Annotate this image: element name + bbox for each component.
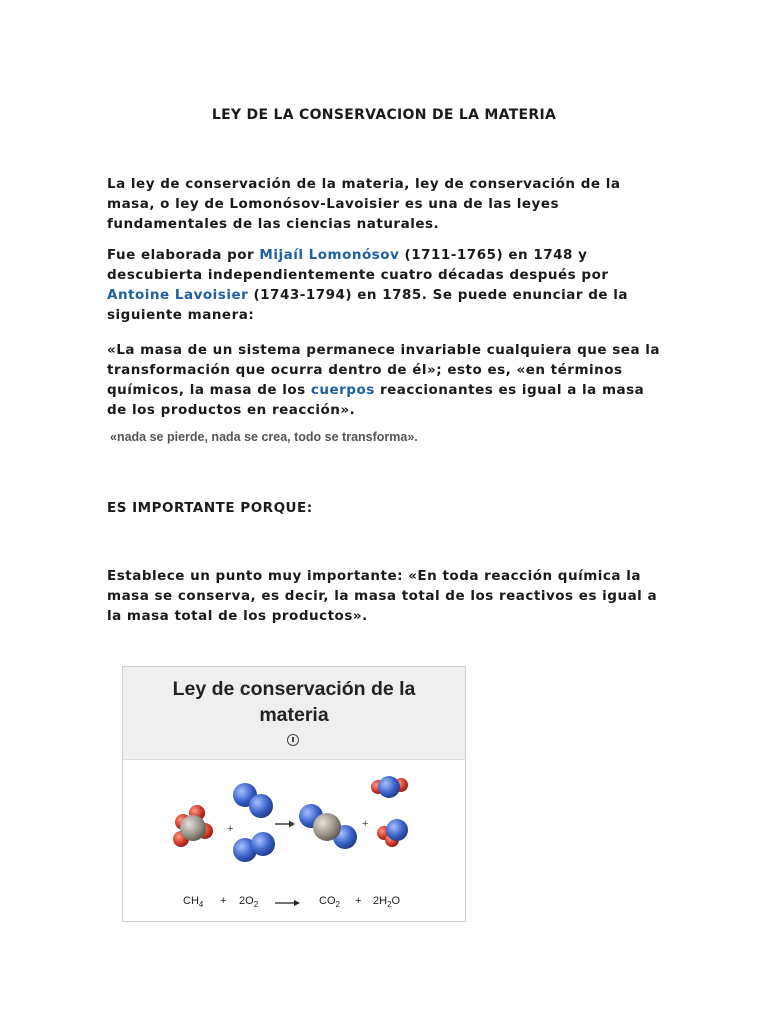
formula-sub: 2	[387, 900, 392, 910]
paragraph-history	[107, 245, 667, 325]
formula-plus: +	[355, 895, 362, 907]
text-segment: «La masa de un sistema permanece invariable cualquiera que sea la transformación que ocurra dentro de él»; esto es, «en términos químicos, la masa de los	[107, 342, 660, 398]
infobox-card	[122, 666, 466, 922]
formula-text: 2O	[239, 895, 254, 907]
carbon-dioxide-molecule	[299, 804, 357, 849]
arrow-icon	[275, 821, 295, 828]
page-title: LEY DE LA CONSERVACION DE LA MATERIA	[211, 107, 557, 123]
formula-co2	[319, 895, 340, 909]
formula-sub: 2	[253, 900, 259, 910]
plus-sign: +	[362, 818, 369, 830]
link-lomonosov[interactable]: Mijaíl Lomonósov	[259, 247, 400, 263]
methane-molecule	[173, 805, 213, 847]
formula-sub: 4	[198, 900, 204, 910]
formula-text: CO	[319, 895, 336, 907]
formula-arrow-icon	[275, 899, 301, 907]
formula-ch4	[183, 895, 203, 909]
plus-sign: +	[227, 823, 234, 835]
infobox-title: Ley de conservación de la materia	[172, 678, 416, 726]
water-molecules	[371, 776, 408, 847]
info-icon[interactable]	[287, 734, 299, 746]
formula-sub: 2	[335, 900, 340, 910]
text-segment: Fue elaborada por	[107, 247, 260, 263]
text-segment: reaccionantes es igual a la masa de los productos en reacción».	[107, 382, 645, 418]
text-segment: (1711-1765) en 1748 y descubierta independientemente cuatro décadas después por	[107, 247, 609, 283]
formula-plus: +	[220, 895, 227, 907]
oxygen-molecules	[233, 783, 275, 862]
link-cuerpos[interactable]: cuerpos	[310, 382, 375, 398]
section-heading: ES IMPORTANTE PORQUE:	[107, 500, 313, 516]
paragraph-intro: La ley de conservación de la materia, ley de conservación de la masa, o ley de Lomonósov-Lavoisier es una de las leyes fundamentales de las ciencias naturales.	[107, 176, 621, 232]
infobox-header	[123, 667, 465, 760]
formula-o2	[239, 895, 258, 909]
link-lavoisier[interactable]: Antoine Lavoisier	[107, 287, 249, 303]
formula-h2o	[373, 895, 400, 909]
formula-text: 2H	[373, 895, 388, 907]
formula-text: O	[391, 895, 401, 907]
formula-text: CH	[183, 895, 199, 907]
quote-line: «nada se pierde, nada se crea, todo se transforma».	[110, 430, 418, 444]
text-segment: (1743-1794) en 1785. Se puede enunciar de la siguiente manera:	[107, 287, 629, 323]
paragraph-statement	[107, 340, 667, 420]
paragraph-importance: Establece un punto muy importante: «En toda reacción química la masa se conserva, es decir, la masa total de los reactivos es igual a la masa total de los productos».	[107, 568, 658, 624]
